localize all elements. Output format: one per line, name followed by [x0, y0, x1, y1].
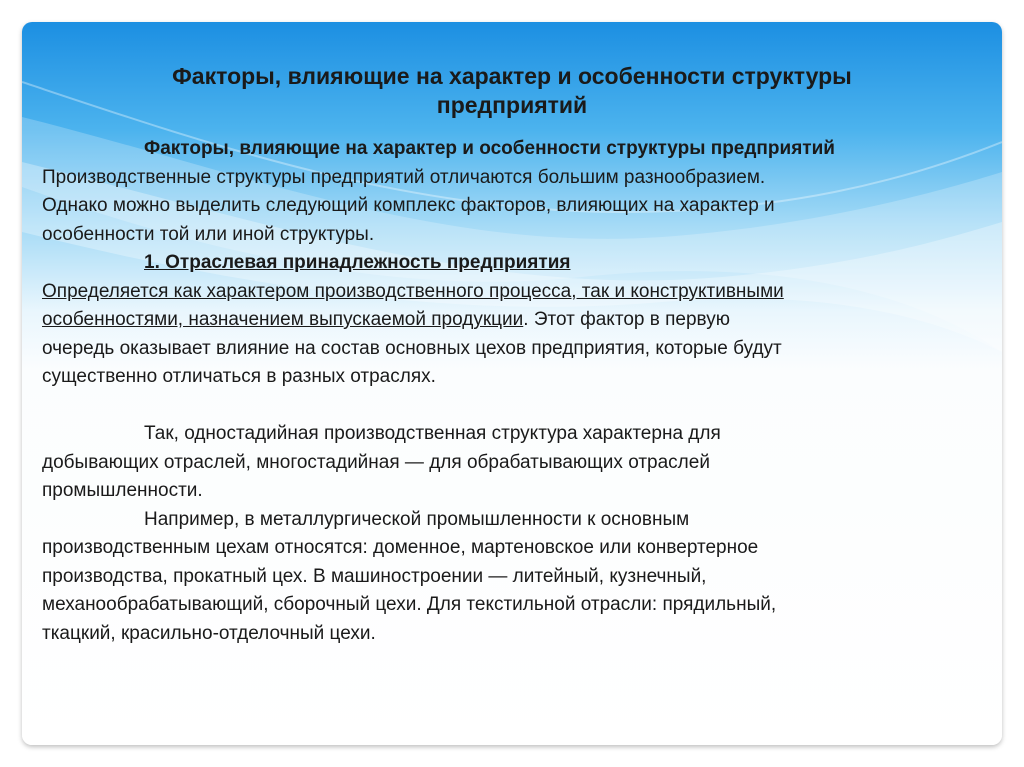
example-line: производственным цехам относятся: доменное, мартеновское или конвертерное	[42, 537, 759, 558]
section-definition-rest: . Этот фактор в первую	[523, 309, 730, 330]
subheading: Факторы, влияющие на характер и особенности структуры предприятий	[144, 138, 835, 159]
intro-line: Производственные структуры предприятий отличаются большим разнообразием.	[42, 166, 766, 188]
example-line: производства, прокатный цех. В машиностроении — литейный, кузнечный,	[42, 565, 707, 587]
title-line-2: предприятий	[436, 92, 588, 118]
section-definition-underlined: особенностями, назначением выпускаемой продукции	[42, 309, 524, 330]
intro-line: Однако можно выделить следующий комплекс факторов, влияющих на характер и	[42, 195, 775, 216]
slide-content	[22, 22, 1002, 745]
stages-line: Так, одностадийная производственная структура характерна для	[144, 423, 721, 444]
title-line-1: Факторы, влияющие на характер и особенности структуры	[172, 63, 852, 89]
stages-line: промышленности.	[42, 480, 203, 501]
slide-panel	[22, 22, 1002, 745]
section-heading: 1. Отраслевая принадлежность предприятия	[144, 252, 571, 273]
example-line: ткацкий, красильно-отделочный цехи.	[42, 622, 376, 644]
body-text	[42, 135, 987, 648]
section-line: существенно отличаться в разных отраслях.	[42, 366, 436, 387]
slide-title	[52, 62, 972, 120]
section-definition-line	[42, 306, 987, 335]
section-definition-line: Определяется как характером производственного процесса, так и конструктивными	[42, 280, 784, 302]
example-line: Например, в металлургической промышленности к основным	[144, 508, 690, 530]
paragraph-spacer	[42, 392, 987, 421]
intro-line: особенности той или иной структуры.	[42, 223, 375, 245]
example-line: механообрабатывающий, сборочный цехи. Для текстильной отрасли: прядильный,	[42, 594, 777, 615]
section-line: очередь оказывает влияние на состав основных цехов предприятия, которые будут	[42, 337, 782, 359]
stages-line: добывающих отраслей, многостадийная — для обрабатывающих отраслей	[42, 451, 710, 473]
